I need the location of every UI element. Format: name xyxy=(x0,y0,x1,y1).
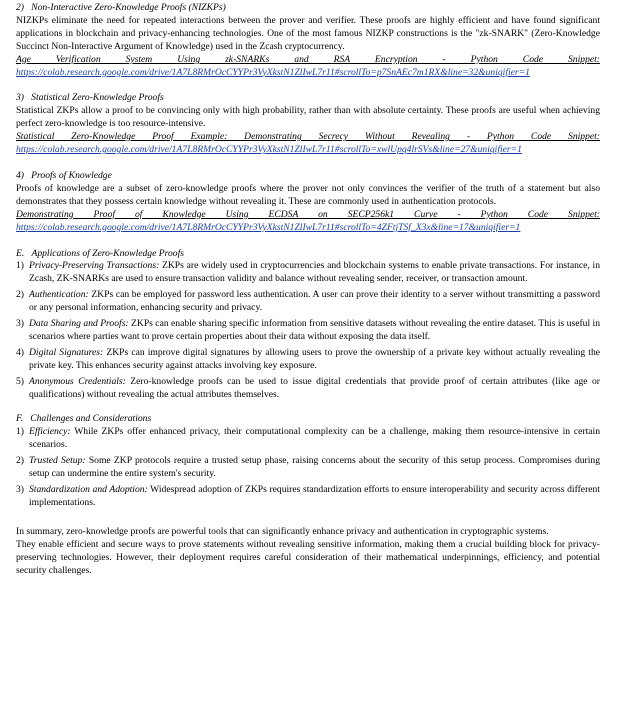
section-heading-challenges: F. Challenges and Considerations xyxy=(16,413,152,425)
summary-paragraph-1: In summary, zero-knowledge proofs are powerful tools that can significantly enhance privacy and authentication in cryptographic systems. xyxy=(16,525,549,537)
code-snippet-title-statistical[interactable]: Statistical Zero-Knowledge Proof Example: Demonstrating Secrecy Without Revealing - Python Code Snippet: xyxy=(16,131,600,143)
section-heading-statistical: 3) Statistical Zero-Knowledge Proofs xyxy=(16,92,164,104)
code-snippet-link-nizkp[interactable]: https://colab.research.google.com/drive/1A7L8RMrOcCYYPr3VyXkstN1ZlIwL7r11#scrollTo=p7SnAEc7m1RX&line=32&uniqifier=1 xyxy=(16,66,530,78)
section-body-pok: Proofs of knowledge are a subset of zero-knowledge proofs where the prover not only convinces the verifier of the truth of a statement but also demonstrates that they possess certain knowledge without revealing it. These are commonly used in authentication protocols. xyxy=(16,182,600,207)
list-item: 1) Privacy-Preserving Transactions: ZKPs are widely used in cryptocurrencies and blockchain systems to enable private transactions. For instance, in Zcash, ZK-SNARKs are used to ensure transaction validity and balance without revealing sender, receiver, or transaction amount. xyxy=(16,260,601,285)
list-item: 3) Data Sharing and Proofs: ZKPs can enable sharing specific information from sensitive datasets without revealing the entire dataset. This is useful in scenarios where parties want to prove certain properties about their data without exposing the data itself. xyxy=(16,318,600,342)
code-snippet-link-statistical[interactable]: https://colab.research.google.com/drive/1A7L8RMrOcCYYPr3VyXkstN1ZlIwL7r11#scrollTo=xwlUpq4lrSVs&line=27&uniqifier=1 xyxy=(16,144,522,156)
section-body-nizkp: NIZKPs eliminate the need for repeated interactions between the prover and verifier. These proofs are highly efficient and have found significant applications in blockchain and privacy-enhancing technologies. One of the most famous NIZKP constructions is the "zk-SNARK" (Zero-Knowledge Succinct Non-Interactive Argument of Knowledge) used in the Zcash cryptocurrency. xyxy=(16,14,600,52)
section-heading-pok: 4) Proofs of Knowledge xyxy=(16,169,112,181)
summary-paragraph-2: They enable efficient and secure ways to prove statements without revealing sensitive information, making them a crucial building block for privacy-preserving technologies. However, their deployment requires careful consideration of their mathematical underpinnings, efficiency, and potential security challenges. xyxy=(16,538,600,576)
list-item: 2) Trusted Setup: Some ZKP protocols require a trusted setup phase, raising concerns about the security of this setup process. Compromises during setup can undermine the entire system's security. xyxy=(16,455,600,480)
list-item: 2) Authentication: ZKPs can be employed for password less authentication. A user can prove their identity to a server without transmitting a password or any personal information, enhancing security and privacy. xyxy=(16,289,600,314)
section-body-statistical: Statistical ZKPs allow a proof to be convincing only with high probability, rather than with absolute certainty. These proofs are useful when achieving perfect zero-knowledge is too resource-intensive. xyxy=(16,105,600,130)
list-item: 4) Digital Signatures: ZKPs can improve digital signatures by allowing users to prove the ownership of a private key without actually revealing the private key. This enhances security against attacks involving key exposure. xyxy=(16,346,601,371)
list-item: 5) Anonymous Credentials: Zero-knowledge proofs can be used to issue digital credentials that provide proof of certain attributes (like age or qualifications) without revealing the actual attributes themselves. xyxy=(16,375,600,400)
list-item: 3) Standardization and Adoption: Widespread adoption of ZKPs requires standardization efforts to ensure interoperability and security across different implementations. xyxy=(16,484,600,508)
code-snippet-title-nizkp[interactable]: Age Verification System Using zk-SNARKs and RSA Encryption - Python Code Snippet: xyxy=(16,53,600,65)
section-heading-applications: E. Applications of Zero-Knowledge Proofs xyxy=(16,247,184,259)
code-snippet-link-pok[interactable]: https://colab.research.google.com/drive/1A7L8RMrOcCYYPr3VyXkstN1ZlIwL7r11#scrollTo=4ZFtjTSf_X3x&line=17&uniqifier=1 xyxy=(16,221,521,233)
section-heading-nizkp: 2) Non-Interactive Zero-Knowledge Proofs (NIZKPs) xyxy=(16,2,226,13)
code-snippet-title-pok[interactable]: Demonstrating Proof of Knowledge Using ECDSA on SECP256k1 Curve - Python Code Snippet: xyxy=(16,208,600,220)
applications-list xyxy=(16,260,600,401)
challenges-list xyxy=(16,426,600,509)
list-item: 1) Efficiency: While ZKPs offer enhanced privacy, their computational complexity can be a challenge, making them resource-intensive in certain scenarios. xyxy=(16,426,600,451)
